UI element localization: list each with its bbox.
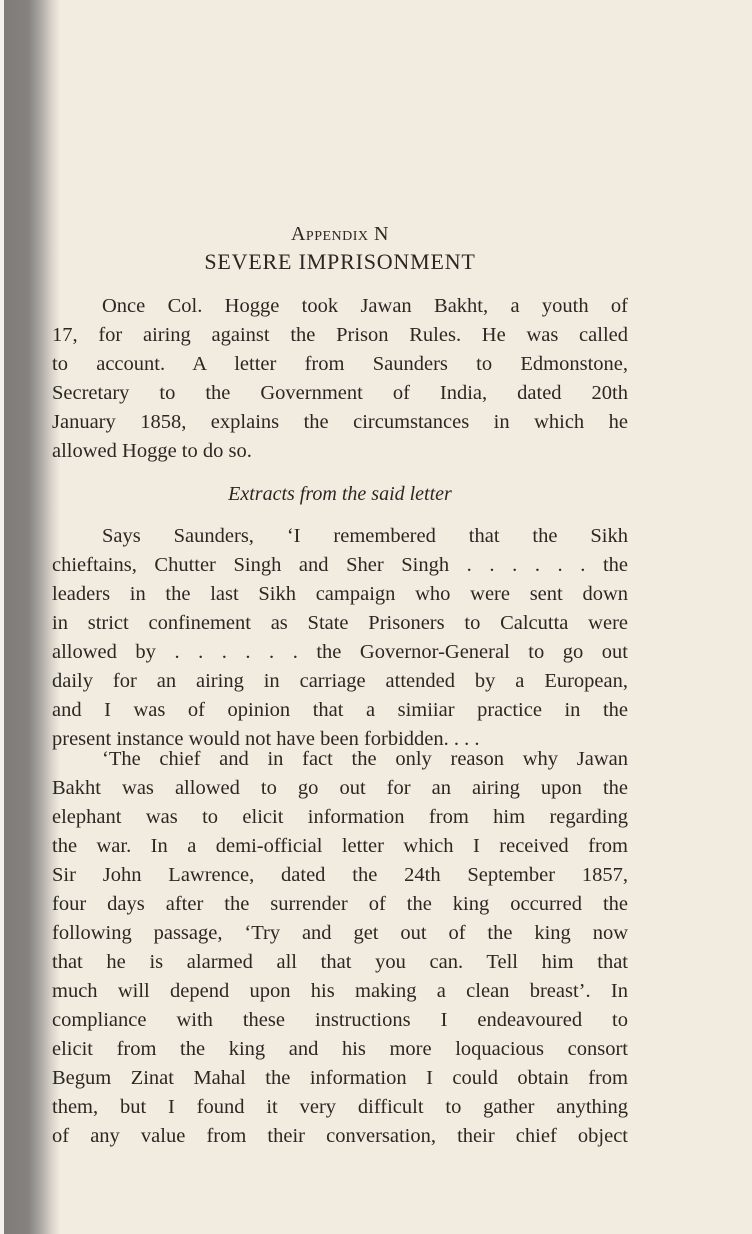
quote-paragraph-1 [52,522,628,754]
appendix-label: Appendix N [290,223,389,245]
text-line: elephant was to elicit information from him regarding [52,806,628,828]
text-line: 17, for airing against the Prison Rules. He was called [52,324,628,346]
text-line: allowed by . . . . . . the Governor-General to go out [52,641,628,663]
text-line: compliance with these instructions I endeavoured to [52,1009,628,1031]
text-line: Says Saunders, ‘I remembered that the Sikh [102,525,628,547]
book-gutter-shadow [0,0,60,1234]
text-line: Secretary to the Government of India, dated 20th [52,382,628,404]
text-line: much will depend upon his making a clean breast’. In [52,980,628,1002]
text-line: ‘The chief and in fact the only reason why Jawan [102,748,628,770]
text-line: them, but I found it very difficult to gather anything [52,1096,628,1118]
section-subheading: Extracts from the said letter [228,483,452,505]
text-line: allowed Hogge to do so. [52,440,252,462]
text-line: following passage, ‘Try and get out of the king now [52,922,628,944]
text-line: that he is alarmed all that you can. Tell him that [52,951,628,973]
text-line: leaders in the last Sikh campaign who were sent down [52,583,628,605]
text-line: Once Col. Hogge took Jawan Bakht, a youth of [102,295,628,317]
text-line: to account. A letter from Saunders to Edmonstone, [52,353,628,375]
text-line: elicit from the king and his more loquacious consort [52,1038,628,1060]
quote-paragraph-2 [52,745,628,1151]
scan-edge [0,0,4,1234]
text-line: the war. In a demi-official letter which I received from [52,835,628,857]
text-line: Sir John Lawrence, dated the 24th September 1857, [52,864,628,886]
text-line: and I was of opinion that a simiiar practice in the [52,699,628,721]
text-line: present instance would not have been forbidden. . . . [52,728,480,750]
text-line: in strict confinement as State Prisoners to Calcutta were [52,612,628,634]
text-line: January 1858, explains the circumstances in which he [52,411,628,433]
text-line: four days after the surrender of the king occurred the [52,893,628,915]
chapter-title: SEVERE IMPRISONMENT [204,249,476,274]
text-line: of any value from their conversation, their chief object [52,1125,628,1147]
text-line: chieftains, Chutter Singh and Sher Singh . . . . . . the [52,554,628,576]
text-line: daily for an airing in carriage attended by a European, [52,670,628,692]
intro-paragraph [52,292,628,466]
text-line: Bakht was allowed to go out for an airing upon the [52,777,628,799]
text-line: Begum Zinat Mahal the information I could obtain from [52,1067,628,1089]
